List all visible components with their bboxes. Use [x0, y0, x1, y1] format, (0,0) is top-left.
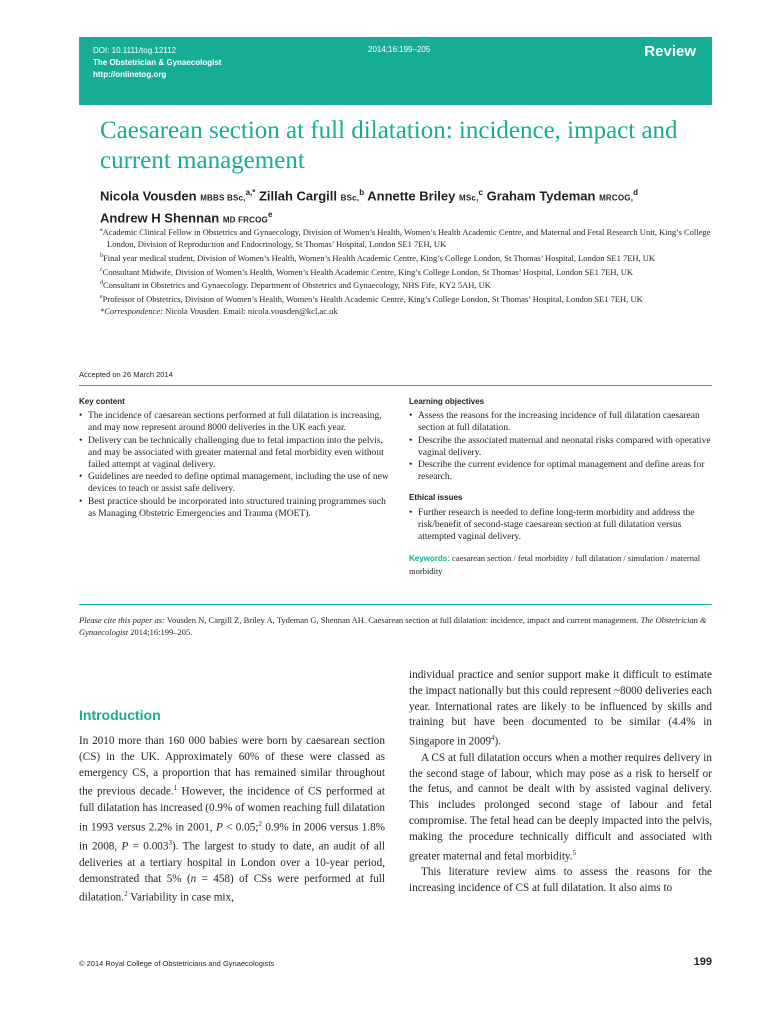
list-item: • Best practice should be incorporated into structured training programmes such as Managing Obstetric Emergencies and Trauma (MOET). — [79, 496, 389, 520]
reference-mark[interactable]: 1 — [173, 784, 178, 793]
header-meta — [93, 45, 221, 81]
key-content-box — [79, 396, 389, 520]
author-affil-mark: e — [267, 210, 273, 220]
divider-bottom — [79, 604, 712, 605]
reference-mark[interactable]: 4 — [491, 734, 495, 743]
body-paragraph: A CS at full dilatation occurs when a mother requires delivery in the second stage of labour, which may pose as a risk to herself or the fetus, and cannot be dealt with by assisted vaginal delivery. This includes prolonged second stage of labour and fetal compromise. The fetal head can be deeply impacted into the pelvis, making the procedure technically difficult and associated with greater maternal and fetal morbidity.$^5$ — [409, 751, 712, 863]
learning-objectives-heading: Learning objectives — [409, 397, 485, 406]
affiliation-item: $^e$Professor of Obstetrics, Division of Women’s Health, Women’s Health Academic Centre, King’s College London, St Thomas’ Hospital, London SE1 7EH, UK — [100, 294, 643, 305]
body-paragraph: This literature review aims to assess the reasons for the increasing incidence of CS at full dilatation. It also aims to — [409, 866, 712, 894]
list-item: • Delivery can be technically challenging due to fetal impaction into the pelvis, and may be associated with greater maternal and fetal morbidity even without failed attempt at vaginal delivery. — [79, 435, 389, 472]
author-name: Graham Tydeman — [486, 188, 596, 204]
article-title: Caesarean section at full dilatation: incidence, impact and current management — [100, 117, 678, 174]
author-name: Zillah Cargill — [258, 188, 337, 204]
author-degrees: MRCOG, — [599, 193, 634, 203]
list-item: • Guidelines are needed to define optimal management, including the use of new devices to teach or assist safe delivery. — [79, 471, 389, 495]
author-name: Nicola Vousden — [100, 188, 197, 204]
affiliation-item: $^d$Consultant in Obstetrics and Gynaecology. Department of Obstetrics and Gynaecology, NHS Fife, KY2 5AH, UK — [100, 280, 491, 291]
list-item: • The incidence of caesarean sections performed at full dilatation is increasing, and may now represent around 8000 deliveries in the UK each year. — [79, 410, 389, 434]
citation: Please cite this paper as: Vousden N, Cargill Z, Briley A, Tydeman G, Shennan AH. Caesarean section at full dilatation: incidence, impact and current management. The Obstetrician & Gynaecologist 2014;16:199–205. — [79, 615, 707, 637]
author-affil-mark: a,* — [245, 188, 256, 197]
author-name: Andrew H Shennan — [100, 210, 220, 226]
affiliation-item: $^b$Final year medical student, Division of Women’s Health, Women’s Health Academic Centre, King’s College London, St Thomas’ Hospital, London SE1 7EH, UK — [100, 252, 656, 263]
divider-top — [79, 385, 712, 386]
body-column-left — [79, 706, 385, 907]
learning-objectives-list — [409, 410, 712, 483]
correspondence: *Correspondence: Nicola Vousden. Email: nicola.vousden@kcl.ac.uk — [100, 306, 338, 317]
author-name: Annette Briley — [367, 188, 456, 204]
reference-mark[interactable]: 2 — [258, 819, 262, 828]
journal-header-band — [79, 37, 712, 105]
list-item: • Describe the associated maternal and neonatal risks compared with operative vaginal delivery. — [409, 435, 712, 459]
affiliations — [100, 224, 720, 317]
ethical-issues-heading: Ethical issues — [409, 493, 463, 503]
author-list — [100, 184, 720, 229]
list-item: • Describe the current evidence for optimal management and define areas for research. — [409, 459, 712, 483]
volume-info: 2014;16:199–205 — [368, 45, 431, 54]
reference-mark[interactable]: 2 — [124, 890, 128, 899]
objectives-box — [409, 396, 712, 577]
body-column-right — [409, 668, 712, 897]
key-content-heading: Key content — [79, 397, 125, 406]
reference-mark[interactable]: 3 — [168, 839, 172, 848]
section-label: Review — [644, 43, 696, 60]
affiliation-item: $^c$Consultant Midwife, Division of Women’s Health, Women’s Health Academic Centre, King’s College London, St Thomas’ Hospital, London SE1 7EH, UK — [100, 266, 634, 277]
key-content-list — [79, 410, 389, 520]
reference-mark[interactable]: 5 — [572, 848, 577, 857]
accepted-date: Accepted on 26 March 2014 — [79, 370, 173, 379]
body-paragraph: In 2010 more than 160 000 babies were born by caesarean section (CS) in the UK. Approximately 60% of these were classed as emergency CS, a proportion that has remained similar throughout the previous decade.$^1$ However, the incidence of CS performed at full dilatation has increased (0.9% of women reaching full dilatation in 1993 versus 2.2% in 2001, P < 0.05;$^2$ 0.9% in 2006 versus 1.8% in 2008, P = 0.003$^3$). The largest to study to date, an audit of all deliveries at a tertiary hospital in London over a 10-year period, demonstrated that 5% (n = 458) of CSs were performed at full dilatation.$^2$ Variability in case mix, — [79, 735, 386, 905]
list-item: • Further research is needed to define long-term morbidity and address the risk/benefit of second-stage caesarean section at full dilatation versus attempted vaginal delivery. — [409, 507, 712, 544]
section-heading-introduction: Introduction — [79, 707, 161, 723]
journal-name: The Obstetrician & Gynaecologist — [93, 58, 222, 67]
author-degrees: BSc, — [340, 193, 360, 203]
journal-url[interactable]: http://onlinetog.org — [93, 70, 167, 79]
keywords-label: Keywords: — [409, 554, 450, 564]
list-item: • Assess the reasons for the increasing incidence of full dilatation caesarean section at full dilatation. — [409, 410, 712, 434]
keywords — [409, 552, 712, 577]
affiliation-item: $^a$Academic Clinical Fellow in Obstetrics and Gynaecology, Division of Women’s Health, Women’s Health Academic Centre, and Maternal and Fetal Research Unit, King’s College London, Division of Reproduction and Endocrinology, St Thomas’ Hospital, London SE1 7EH, UK — [100, 226, 711, 249]
author-degrees: MSc, — [459, 193, 479, 203]
body-paragraph: individual practice and senior support make it difficult to estimate the impact nationally but this could represent ~8000 deliveries each year. International rates are likely to be influenced by skills and training but have been documented to be similar (4.4% in Singapore in 2009$^4$). — [409, 669, 712, 748]
author-degrees: MD FRCOG — [222, 215, 268, 225]
keywords-text: caesarean section / fetal morbidity / full dilatation / simulation / maternal morbidity — [409, 553, 701, 577]
ethical-issues-list — [409, 507, 712, 544]
doi-text[interactable]: DOI: 10.1111/tog.12112 — [93, 46, 177, 55]
author-degrees: MBBS BSc, — [200, 193, 246, 203]
author-affil-mark: c — [478, 188, 483, 197]
footer-copyright: © 2014 Royal College of Obstetricians and Gynaecologists — [79, 959, 275, 968]
author-affil-mark: b — [359, 188, 365, 197]
page-number: 199 — [693, 956, 712, 968]
author-affil-mark: d — [633, 188, 639, 197]
